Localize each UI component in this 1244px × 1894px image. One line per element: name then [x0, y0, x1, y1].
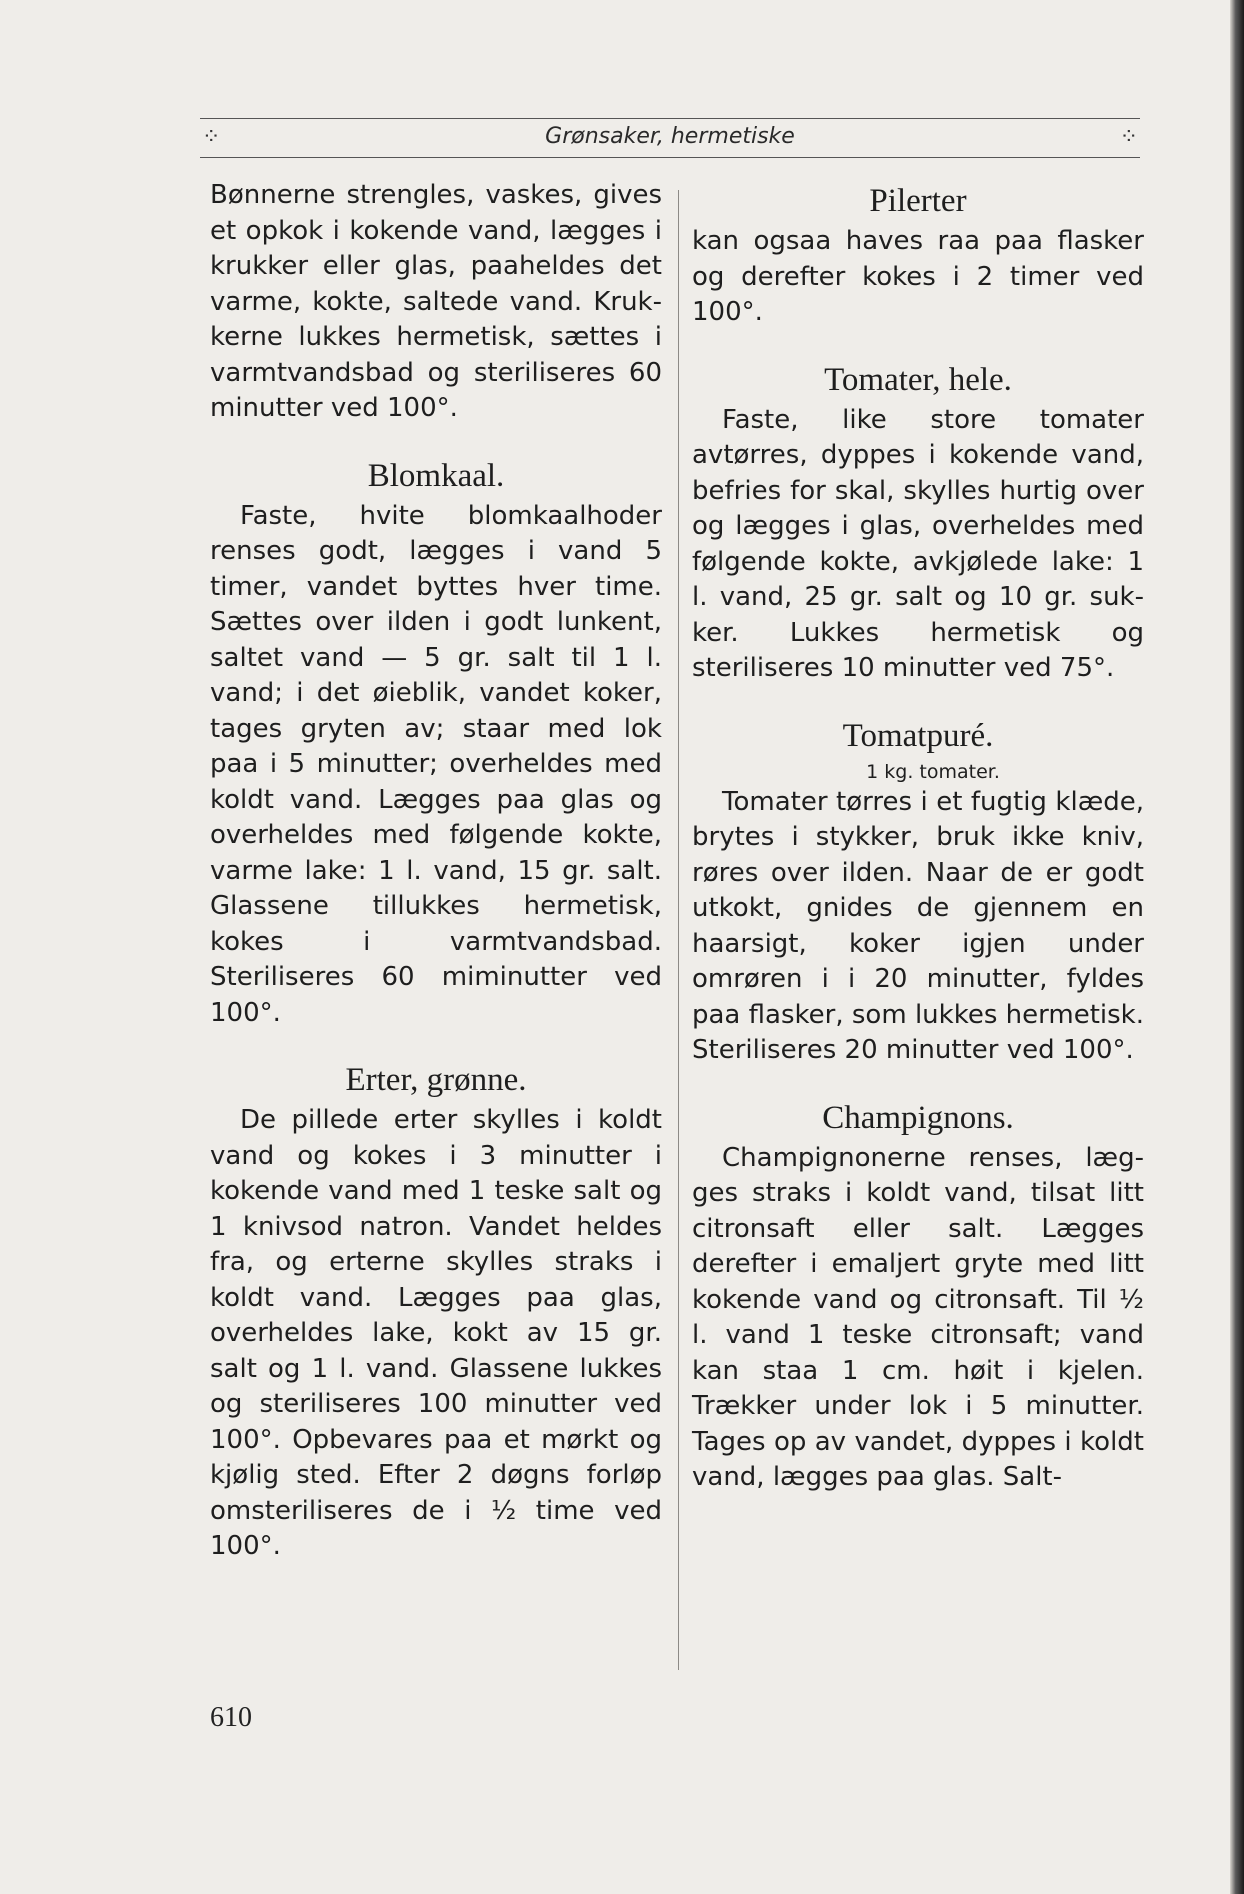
page-edge: [1230, 0, 1244, 1894]
running-title: Grønsaker, hermetiske: [545, 124, 795, 149]
heading-blomkaal: Blomkaal.: [367, 457, 505, 494]
paragraph-beans: Bønnerne strengles, vaskes, gives et opkok i kokende vand, lægges i krukker eller glas, paaheldes det varme, kokte, saltede vand. Krukkerne lukkes hermetisk, sættes i varmtvandsbad og steriliseres 60 minutter ved 100°.: [210, 180, 662, 423]
paragraph-erter: De pillede erter skylles i koldt vand og kokes i 3 minutter i kokende vand med 1 teske salt og 1 knivsod natron. Vandet heldes fra, og erterne skylles straks i koldt vand. Lægges paa glas, overheldes lake, kokt av 15 gr. salt og 1 l. vand. Glassene lukkes og steriliseres 100 minutter ved 100°. Opbevares paa et mørkt og kjølig sted. Efter 2 døgns forløp omsteriliseres de i ½ time ved 100°.: [210, 1105, 662, 1561]
ornament-right-icon: ⁘: [1119, 125, 1138, 150]
paragraph-tomater-hele: Faste, like store tomater avtørres, dyppes i kokende vand, befries for skal, skylles hurtig over og lægges i glas, overheldes med følgende kokte, avkjølede lake: 1 l. vand, 25 gr. salt og 10 gr. sukker. Lukkes hermetisk og steriliseres 10 minutter ved 75°.: [692, 404, 1144, 683]
heading-champignons: Champignons.: [822, 1099, 1014, 1136]
paragraph-blomkaal: Faste, hvite blomkaalhoder renses godt, lægges i vand 5 timer, vandet byttes hver time. Sættes over ilden i godt lunkent, saltet vand — 5 gr. salt til 1 l. vand; i det øieblik, vandet koker, tages gryten av; staar med lok paa i 5 minutter; overheldes med koldt vand. Lægges paa glas og overheldes med følgende kokte, varme lake: 1 l. vand, 15 gr. salt. Glassene tillukkes hermetisk, kokes i varmtvandsbad. Steriliseres 60 miminutter ved 100°.: [210, 500, 662, 1028]
paragraph-tomatpure: Tomater tørres i et fugtig klæde, brytes i stykker, bruk ikke kniv, røres over ilden. Naar de er godt utkokt, gnides de gjennem en haarsigt, koker igjen under omrøren i i 20 minutter, fyldes paa flasker, som lukkes hermetisk. Steriliseres 20 minutter ved 100°.: [692, 786, 1144, 1065]
right-column: [692, 178, 1144, 1496]
left-column: [210, 178, 662, 1565]
column-divider: [678, 190, 679, 1670]
heading-pilerter: Pilerter: [869, 183, 967, 219]
paragraph-champignons: Champignonerne renses, lægges straks i koldt vand, tilsat litt citronsaft eller salt. Lægges derefter i emaljert gryte med litt kokende vand og citronsaft. Til ½ l. vand 1 teske citronsaft; vand kan staa 1 cm. høit i kjelen. Trækker under lok i 5 minutter. Tages op av vandet, dyppes i koldt vand, lægges paa glas. Salt-: [692, 1142, 1144, 1492]
heading-tomater-hele: Tomater, hele.: [824, 361, 1012, 398]
page-number: 610: [210, 1702, 252, 1733]
heading-erter: Erter, grønne.: [345, 1062, 527, 1098]
subheading-tomatpure: 1 kg. tomater.: [866, 760, 1000, 783]
ornament-left-icon: ⁘: [202, 125, 221, 150]
paragraph-pilerter: kan ogsaa haves raa paa flasker og derefter kokes i 2 timer ved 100°.: [692, 226, 1144, 327]
heading-tomatpure: Tomatpuré.: [842, 717, 994, 754]
running-header: [200, 118, 1140, 158]
